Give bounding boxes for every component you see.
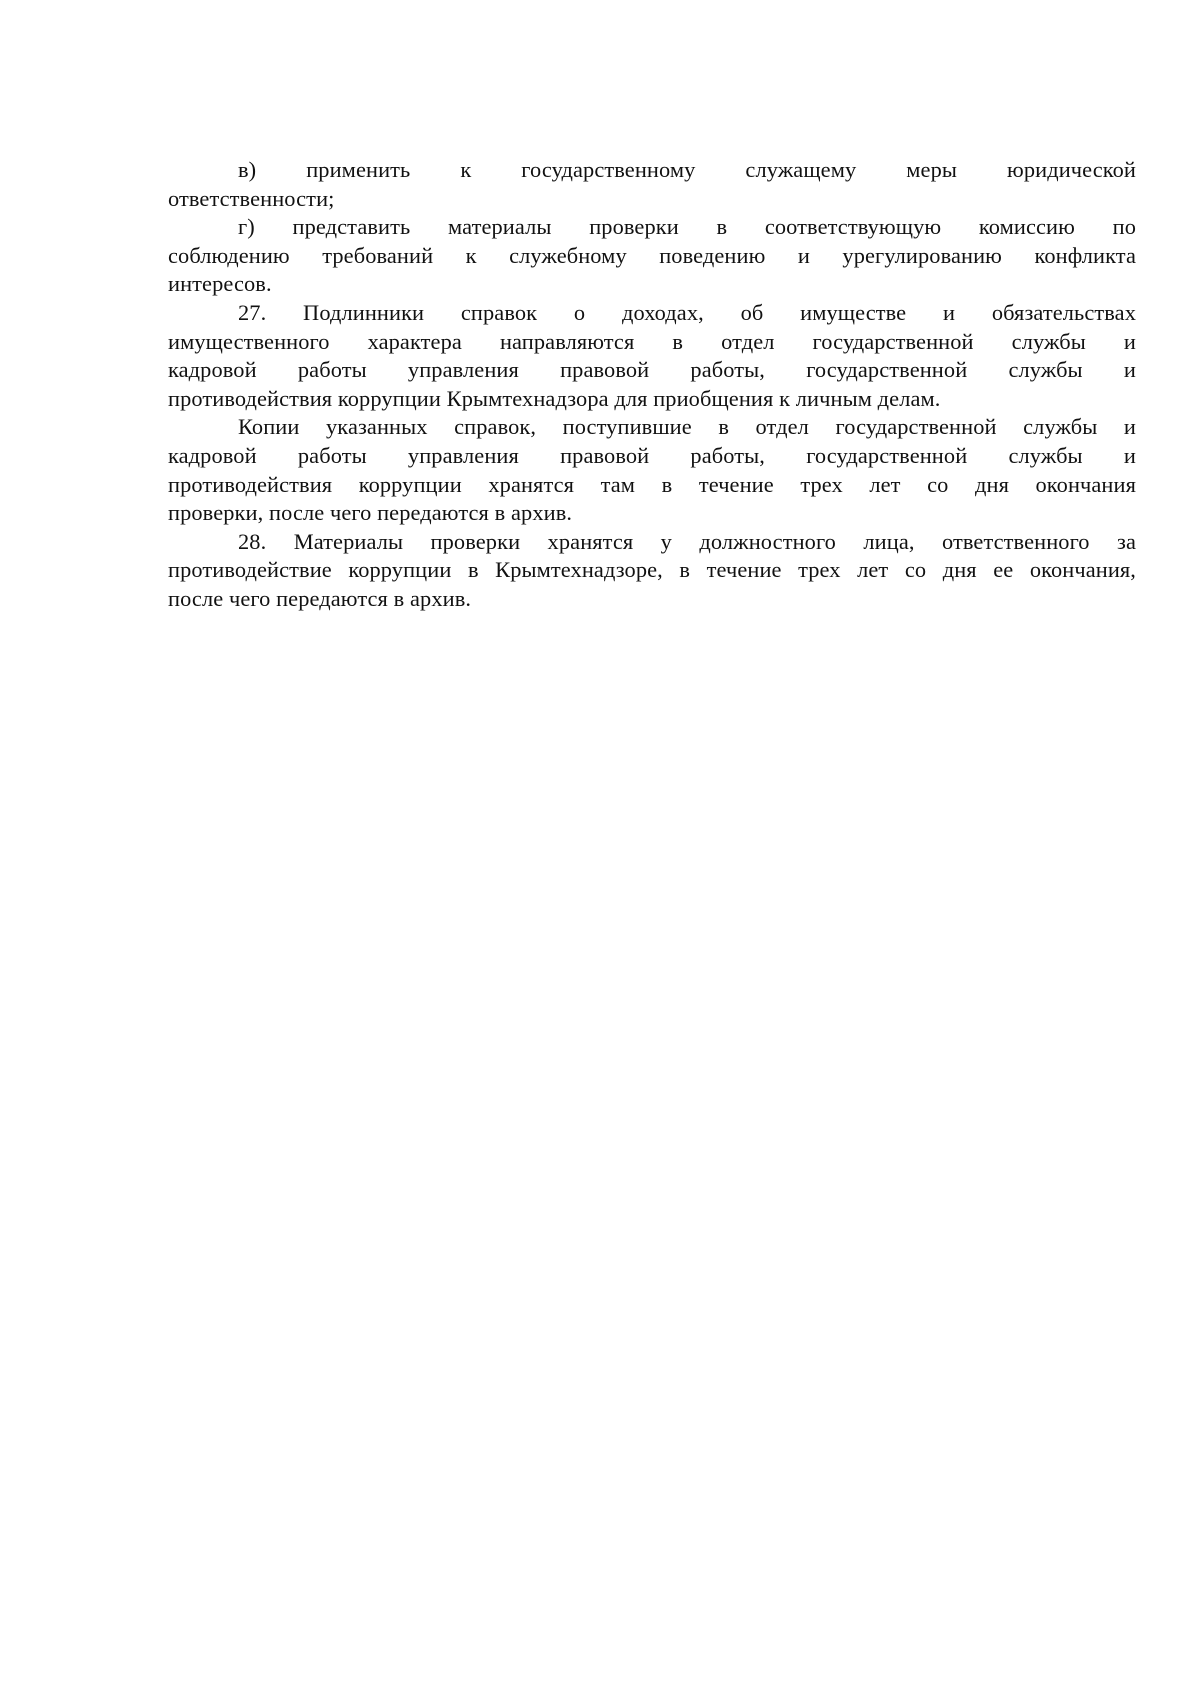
text-line: противодействие коррупции в Крымтехнадзоре, в течение трех лет со дня ее окончания, bbox=[168, 557, 1136, 583]
paragraph-item-27 bbox=[168, 299, 1136, 413]
text-line: после чего передаются в архив. bbox=[168, 585, 472, 611]
text-line: соблюдению требований к служебному поведению и урегулированию конфликта bbox=[168, 242, 1136, 268]
paragraph-item-27-copies bbox=[168, 413, 1136, 527]
text-line: Копии указанных справок, поступившие в отдел государственной службы и bbox=[238, 414, 1136, 440]
text-line: 28. Материалы проверки хранятся у должностного лица, ответственного за bbox=[238, 528, 1136, 554]
document-body bbox=[168, 156, 1136, 614]
paragraph-item-g bbox=[168, 213, 1136, 299]
text-line: ответственности; bbox=[168, 185, 335, 211]
text-line: кадровой работы управления правовой работы, государственной службы и bbox=[168, 442, 1136, 468]
text-line: в) применить к государственному служащему меры юридической bbox=[238, 157, 1136, 182]
text-line: интересов. bbox=[168, 271, 272, 297]
text-line: проверки, после чего передаются в архив. bbox=[168, 500, 573, 526]
text-line: г) представить материалы проверки в соответствующую комиссию по bbox=[238, 214, 1136, 240]
text-line: 27. Подлинники справок о доходах, об имуществе и обязательствах bbox=[238, 299, 1136, 325]
text-line: противодействия коррупции хранятся там в течение трех лет со дня окончания bbox=[168, 471, 1136, 497]
text-line: кадровой работы управления правовой работы, государственной службы и bbox=[168, 357, 1136, 383]
paragraph-item-28 bbox=[168, 528, 1136, 614]
text-line: имущественного характера направляются в отдел государственной службы и bbox=[168, 328, 1136, 354]
text-line: противодействия коррупции Крымтехнадзора для приобщения к личным делам. bbox=[168, 385, 941, 411]
paragraph-item-v bbox=[168, 156, 1136, 213]
